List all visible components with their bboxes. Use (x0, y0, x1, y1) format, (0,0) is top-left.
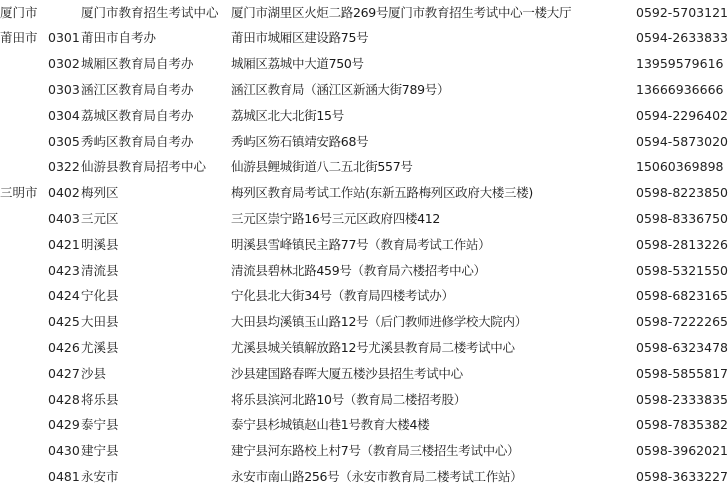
phone-cell-text: 0598-8223850 (636, 185, 728, 201)
address-cell-text: 永安市南山路256号（永安市教育局二楼考试工作站） (231, 468, 523, 484)
address-cell (231, 26, 636, 52)
code-cell (48, 103, 81, 129)
code-cell (48, 284, 81, 310)
code-cell (48, 129, 81, 155)
phone-cell-text: 0598-5321550 (636, 262, 728, 278)
address-cell (231, 129, 636, 155)
address-cell-text: 莆田市城厢区建设路75号 (231, 30, 369, 46)
office-name-cell (81, 439, 231, 465)
table-row (0, 129, 717, 155)
table-row (0, 284, 717, 310)
table-row (0, 335, 717, 361)
table-row (0, 387, 717, 413)
office-name-cell-text: 尤溪县 (81, 340, 119, 355)
code-cell-text: 0402 (48, 185, 80, 201)
office-name-cell-text: 宁化县 (81, 288, 119, 304)
address-cell (231, 181, 636, 207)
phone-cell (636, 258, 728, 284)
code-cell (48, 52, 81, 78)
phone-cell (636, 181, 728, 207)
table-row (0, 413, 717, 439)
phone-cell-text: 0598-3962021 (636, 443, 728, 459)
address-cell (231, 206, 636, 232)
code-cell (48, 439, 81, 465)
phone-cell-text: 0598-7835382 (636, 417, 728, 433)
code-cell (48, 77, 81, 103)
office-name-cell (81, 284, 231, 310)
city-cell (0, 284, 48, 310)
phone-cell (636, 439, 728, 465)
address-cell (231, 52, 636, 78)
code-cell (48, 155, 81, 181)
code-cell-text: 0481 (48, 468, 80, 484)
office-name-cell-text: 梅列区 (81, 185, 119, 201)
code-cell (48, 387, 81, 413)
code-cell-text: 0301 (48, 30, 80, 46)
office-name-cell-text: 永安市 (81, 468, 119, 484)
address-cell (231, 387, 636, 413)
table-row (0, 464, 717, 490)
table-row (0, 206, 717, 232)
phone-cell (636, 206, 728, 232)
address-cell (231, 439, 636, 465)
phone-cell-text: 13959579616 (636, 56, 724, 72)
address-cell-text: 梅列区教育局考试工作站(东新五路梅列区政府大楼三楼) (231, 185, 533, 201)
address-cell-text: 清流县碧林北路459号（教育局六楼招考中心） (231, 262, 486, 278)
office-name-cell (81, 155, 231, 181)
phone-cell (636, 0, 728, 26)
phone-cell-text: 0594-2296402 (636, 107, 728, 123)
address-cell-text: 建宁县河东路校上村7号（教育局三楼招生考试中心） (231, 443, 520, 459)
table-row (0, 361, 717, 387)
phone-cell (636, 335, 728, 361)
address-cell (231, 258, 636, 284)
office-name-cell (81, 413, 231, 439)
city-cell (0, 0, 48, 26)
address-cell-text: 涵江区教育局（涵江区新涵大街789号） (231, 82, 450, 98)
address-cell-text: 沙县建国路春晖大厦五楼沙县招生考试中心 (231, 365, 463, 381)
address-cell (231, 155, 636, 181)
city-cell-text: 厦门市 (0, 4, 38, 20)
office-name-cell-text: 厦门市教育招生考试中心 (81, 4, 219, 20)
phone-cell (636, 413, 728, 439)
address-cell (231, 103, 636, 129)
city-cell (0, 387, 48, 413)
office-name-cell-text: 莆田市自考办 (81, 30, 157, 46)
table-row (0, 26, 717, 52)
city-cell (0, 77, 48, 103)
phone-cell (636, 52, 724, 78)
code-cell (48, 181, 81, 207)
table-row (0, 0, 717, 26)
code-cell-text: 0322 (48, 159, 80, 175)
city-cell (0, 26, 48, 52)
phone-cell (636, 26, 728, 52)
phone-cell-text: 0598-6323478 (636, 340, 728, 355)
office-name-cell (81, 77, 231, 103)
office-name-cell-text: 建宁县 (81, 443, 119, 459)
address-cell-text: 大田县均溪镇玉山路12号（后门教师进修学校大院内） (231, 314, 527, 330)
city-cell (0, 129, 48, 155)
address-cell-text: 泰宁县杉城镇赵山巷1号教育大楼4楼 (231, 417, 430, 433)
office-name-cell-text: 泰宁县 (81, 417, 119, 433)
city-cell (0, 181, 48, 207)
address-cell-text: 荔城区北大北街15号 (231, 107, 344, 123)
office-name-cell (81, 26, 231, 52)
office-name-cell (81, 52, 231, 78)
office-name-cell (81, 103, 231, 129)
phone-cell-text: 15060369898 (636, 159, 724, 175)
office-name-cell-text: 荔城区教育局自考办 (81, 107, 194, 123)
address-cell (231, 335, 636, 361)
phone-cell (636, 284, 728, 310)
office-name-cell (81, 335, 231, 361)
table-row (0, 155, 717, 181)
office-name-cell (81, 181, 231, 207)
office-name-cell-text: 明溪县 (81, 236, 119, 252)
city-cell (0, 103, 48, 129)
city-cell-text: 莆田市 (0, 30, 38, 46)
code-cell-text: 0423 (48, 262, 80, 278)
city-cell (0, 464, 48, 490)
table-row (0, 77, 717, 103)
city-cell-text: 三明市 (0, 185, 38, 201)
office-name-cell-text: 将乐县 (81, 391, 119, 407)
code-cell-text: 0427 (48, 365, 80, 381)
phone-cell (636, 232, 728, 258)
city-cell (0, 310, 48, 336)
phone-cell-text: 0598-8336750 (636, 211, 728, 227)
city-cell (0, 258, 48, 284)
table-row (0, 439, 717, 465)
office-name-cell (81, 387, 231, 413)
office-name-cell-text: 沙县 (81, 365, 107, 381)
table-row (0, 181, 717, 207)
code-cell (48, 310, 81, 336)
office-name-cell-text: 城厢区教育局自考办 (81, 56, 194, 72)
address-cell (231, 77, 636, 103)
office-name-cell (81, 310, 231, 336)
address-cell (231, 232, 636, 258)
code-cell (48, 26, 81, 52)
city-cell (0, 155, 48, 181)
address-cell-text: 厦门市湖里区火炬二路269号厦门市教育招生考试中心一楼大厅 (231, 4, 572, 20)
code-cell-text: 0429 (48, 417, 80, 433)
code-cell-text: 0302 (48, 56, 80, 72)
code-cell (48, 258, 81, 284)
phone-cell (636, 361, 728, 387)
code-cell-text: 0305 (48, 133, 80, 149)
address-cell (231, 0, 636, 26)
table-row (0, 258, 717, 284)
city-cell (0, 232, 48, 258)
phone-cell (636, 310, 728, 336)
phone-cell (636, 464, 728, 490)
phone-cell-text: 0594-2633833 (636, 30, 728, 46)
phone-cell-text: 0598-3633227 (636, 468, 728, 484)
code-cell-text: 0428 (48, 391, 80, 407)
phone-cell-text: 0592-5703121 (636, 4, 728, 20)
city-cell (0, 52, 48, 78)
phone-cell (636, 103, 728, 129)
code-cell-text: 0403 (48, 211, 80, 227)
phone-cell-text: 0598-2813226 (636, 236, 728, 252)
table-row (0, 103, 717, 129)
table-row (0, 310, 717, 336)
phone-cell-text: 0598-7222265 (636, 314, 728, 330)
phone-cell-text: 0598-6823165 (636, 288, 728, 304)
office-name-cell-text: 清流县 (81, 262, 119, 278)
table-row (0, 52, 717, 78)
office-name-cell (81, 0, 231, 26)
address-cell (231, 413, 636, 439)
office-name-cell-text: 涵江区教育局自考办 (81, 82, 194, 98)
code-cell (48, 361, 81, 387)
address-cell-text: 明溪县雪峰镇民主路77号（教育局考试工作站） (231, 236, 491, 252)
address-cell-text: 城厢区荔城中大道750号 (231, 56, 364, 72)
phone-cell-text: 13666936666 (636, 82, 724, 98)
office-name-cell (81, 232, 231, 258)
phone-cell (636, 387, 728, 413)
office-name-cell (81, 361, 231, 387)
address-cell (231, 361, 636, 387)
office-name-cell (81, 464, 231, 490)
office-name-cell (81, 258, 231, 284)
office-name-cell (81, 206, 231, 232)
city-cell (0, 439, 48, 465)
phone-cell-text: 0598-2333835 (636, 391, 728, 407)
code-cell-text: 0426 (48, 340, 80, 355)
phone-cell (636, 77, 724, 103)
code-cell-text: 0303 (48, 82, 80, 98)
address-cell-text: 将乐县滨河北路10号（教育局二楼招考股） (231, 391, 466, 407)
code-cell-text: 0304 (48, 107, 80, 123)
office-name-cell-text: 秀屿区教育局自考办 (81, 133, 194, 149)
table-row (0, 232, 717, 258)
code-cell-text: 0421 (48, 236, 80, 252)
office-name-cell-text: 仙游县教育局招考中心 (81, 159, 207, 175)
city-cell (0, 413, 48, 439)
code-cell-text: 0425 (48, 314, 80, 330)
code-cell (48, 206, 81, 232)
code-cell (48, 413, 81, 439)
city-cell (0, 361, 48, 387)
phone-cell (636, 155, 724, 181)
address-cell-text: 三元区崇宁路16号三元区政府四楼412 (231, 211, 441, 227)
city-cell (0, 206, 48, 232)
phone-cell (636, 129, 728, 155)
address-cell-text: 秀屿区笏石镇靖安路68号 (231, 133, 369, 149)
code-cell (48, 464, 81, 490)
address-cell (231, 464, 636, 490)
office-name-cell-text: 大田县 (81, 314, 119, 330)
address-cell-text: 尤溪县城关镇解放路12号尤溪县教育局二楼考试中心 (231, 340, 515, 355)
code-cell-text: 0430 (48, 443, 80, 459)
code-cell-text: 0424 (48, 288, 80, 304)
code-cell (48, 0, 81, 26)
code-cell (48, 232, 81, 258)
office-name-cell (81, 129, 231, 155)
address-cell (231, 310, 636, 336)
office-name-cell-text: 三元区 (81, 211, 119, 227)
address-cell (231, 284, 636, 310)
code-cell (48, 335, 81, 361)
address-cell-text: 宁化县北大街34号（教育局四楼考试办） (231, 288, 454, 304)
phone-cell-text: 0594-5873020 (636, 133, 728, 149)
city-cell (0, 335, 48, 361)
phone-cell-text: 0598-5855817 (636, 365, 728, 381)
address-cell-text: 仙游县鲤城街道八二五北街557号 (231, 159, 413, 175)
